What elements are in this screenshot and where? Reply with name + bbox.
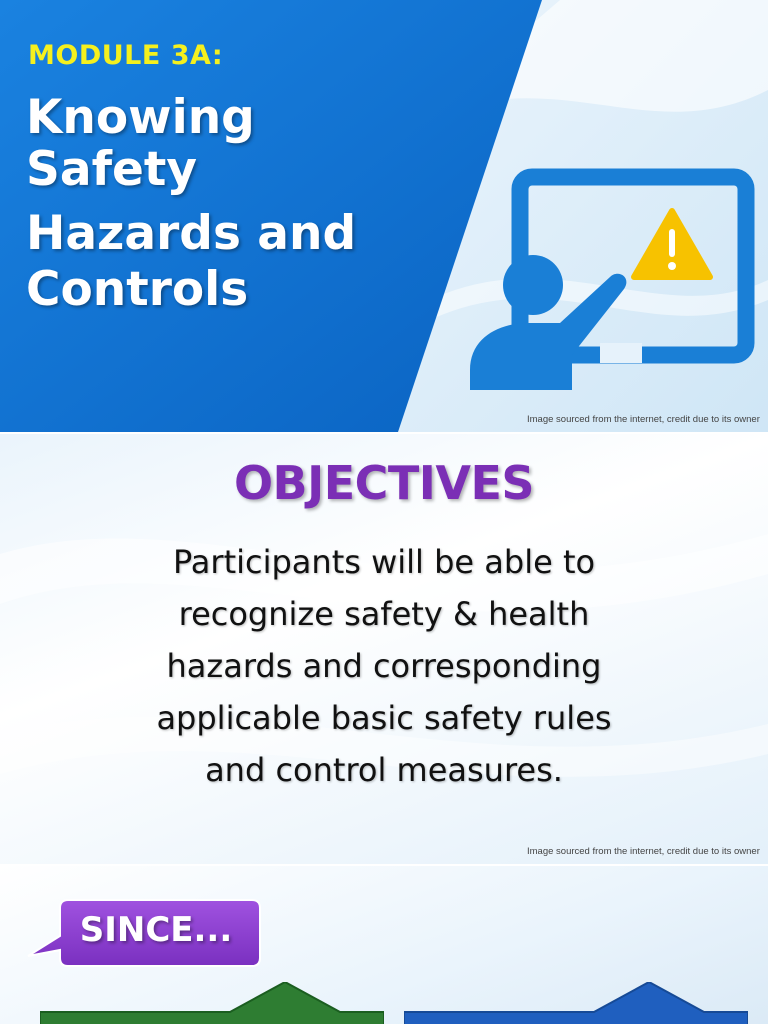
green-arrow-box — [40, 982, 384, 1024]
objectives-line-5: and control measures. — [205, 751, 563, 789]
slide-objectives — [0, 434, 768, 864]
slide-title — [0, 0, 768, 432]
title-line-1: Knowing — [26, 90, 255, 145]
objectives-body — [100, 536, 668, 796]
objectives-line-2: recognize safety & health — [178, 595, 590, 633]
objectives-line-3: hazards and corresponding — [166, 647, 602, 685]
objectives-line-4: applicable basic safety rules — [156, 699, 612, 737]
title-line-4: Controls — [26, 262, 249, 317]
since-callout: SINCE... — [79, 910, 233, 950]
objectives-heading: OBJECTIVES — [233, 456, 535, 510]
slide-since — [0, 866, 768, 1024]
presenter-board-icon — [460, 165, 760, 395]
module-label: MODULE 3A: — [28, 40, 224, 71]
image-credit: Image sourced from the internet, credit due to its owner — [527, 414, 760, 425]
title-line-3: Hazards and — [26, 206, 357, 261]
image-credit: Image sourced from the internet, credit due to its owner — [527, 846, 760, 857]
objectives-line-1: Participants will be able to — [172, 543, 596, 581]
warning-triangle-icon — [634, 211, 710, 277]
title-line-2: Safety — [26, 142, 197, 197]
blue-arrow-box — [404, 982, 748, 1024]
